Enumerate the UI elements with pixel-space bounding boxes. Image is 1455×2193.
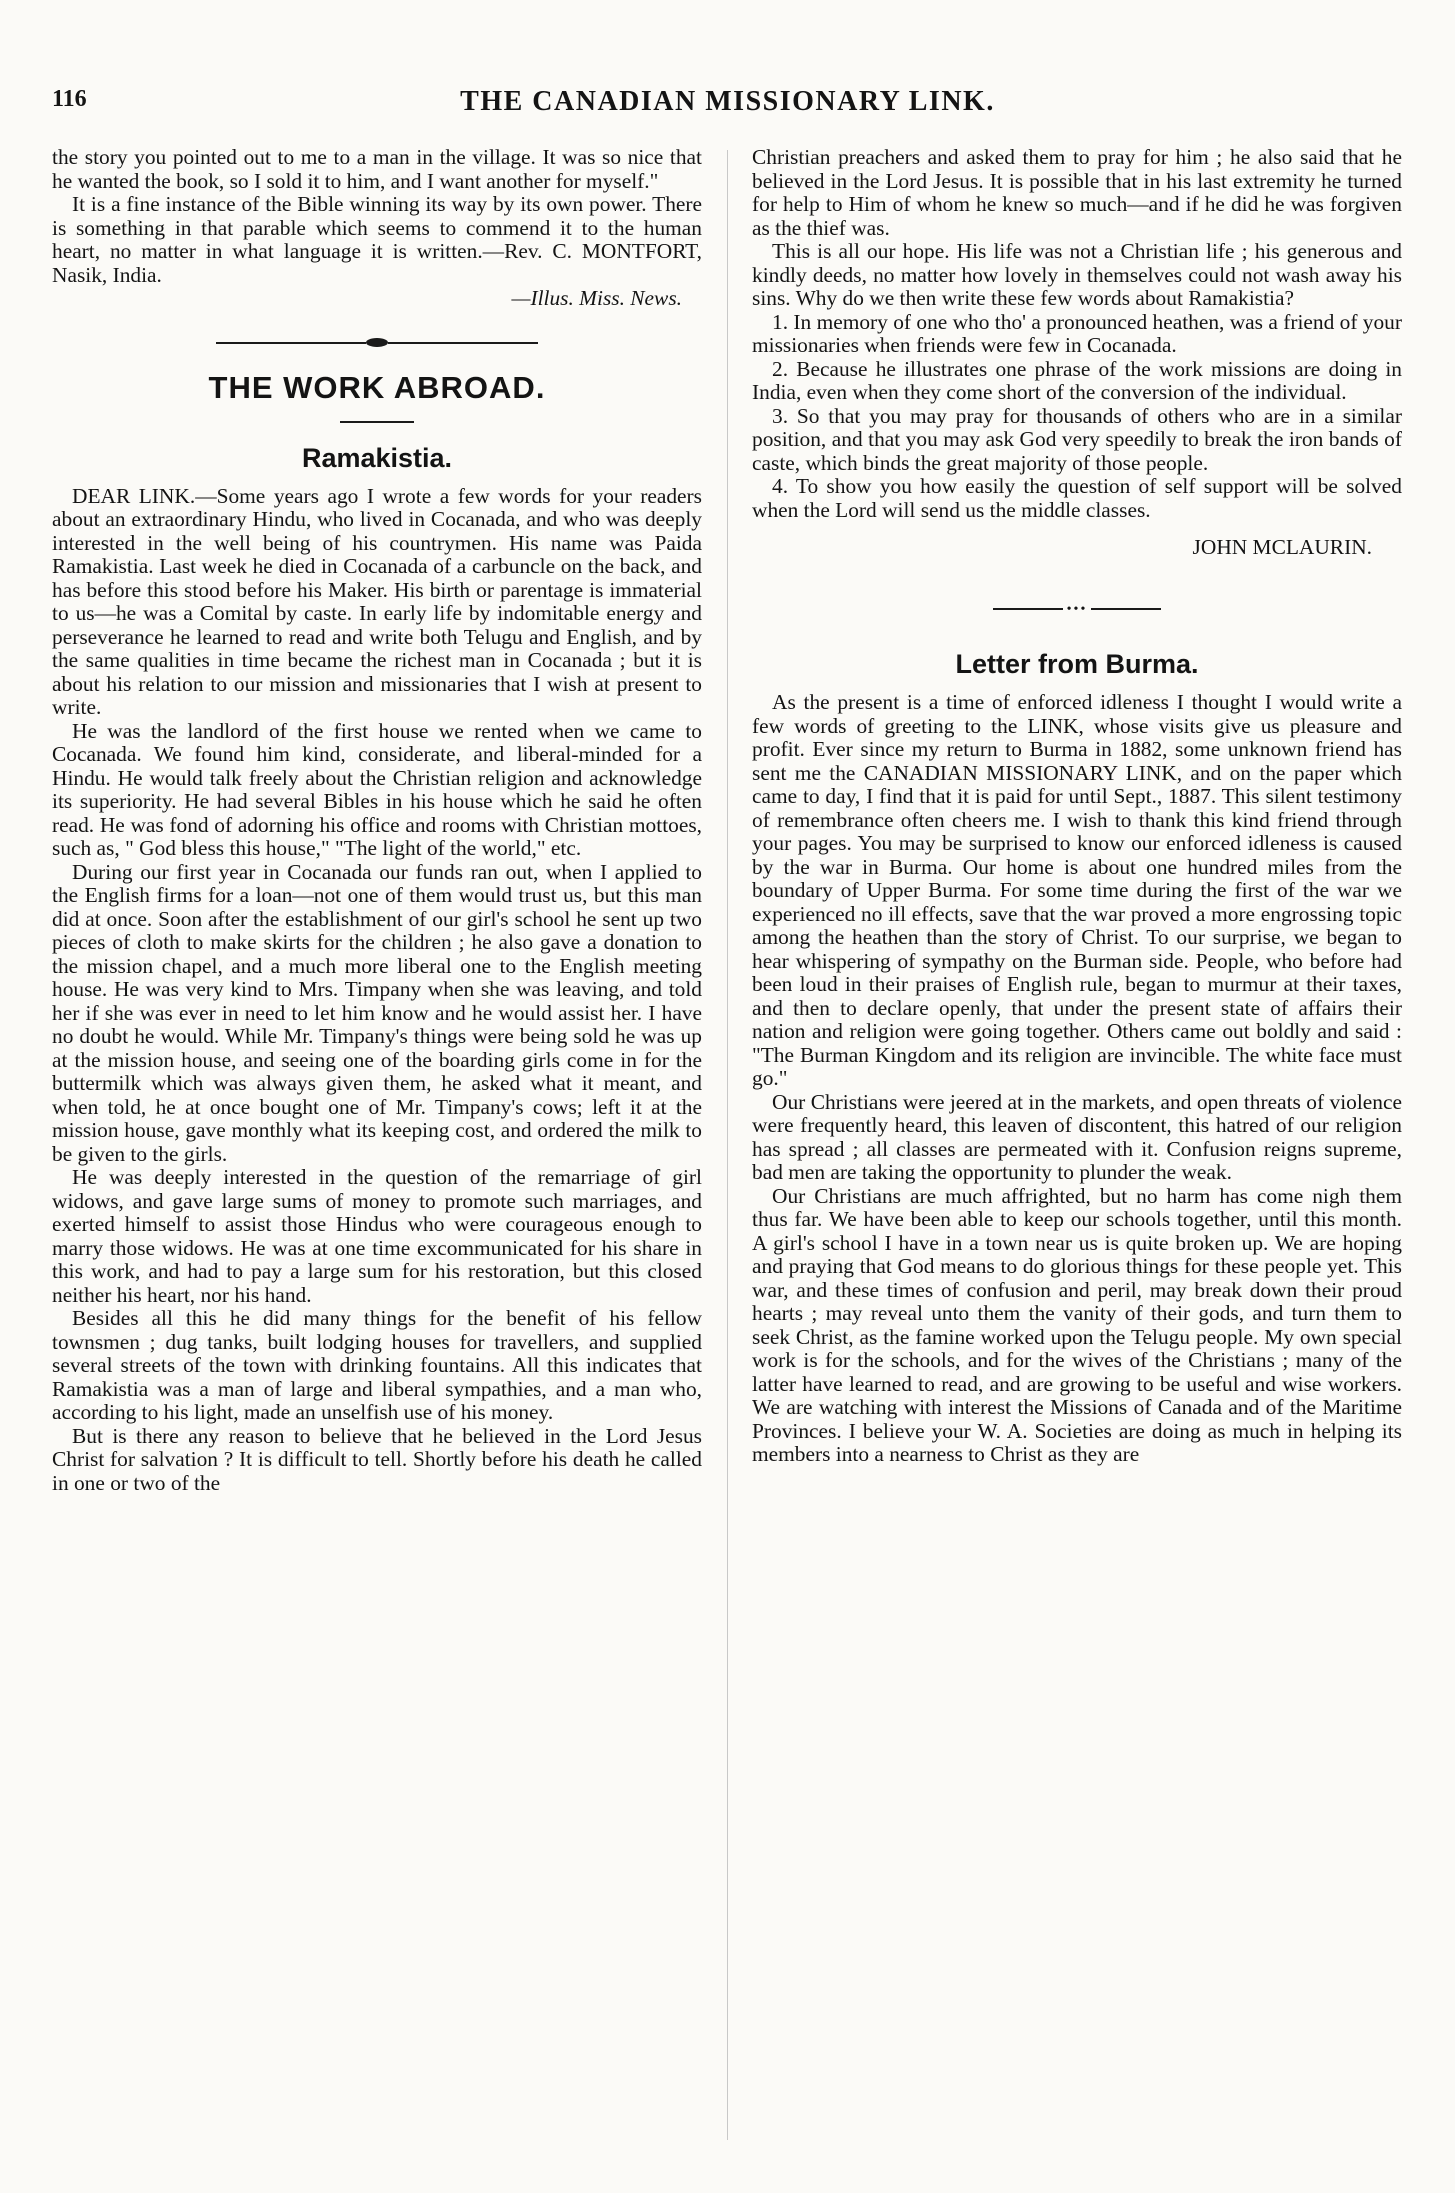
left-column <box>52 146 702 1495</box>
page-number: 116 <box>52 86 87 112</box>
salutation: DEAR LINK. <box>72 483 196 508</box>
page-header <box>52 86 1403 126</box>
intro-paragraph-1: the story you pointed out to me to a man in the village. It was so nice that he wanted the book, so I sold it to him, and I want another for myself." <box>52 145 702 193</box>
ramakistia-paragraph-6: But is there any reason to believe that he believed in the Lord Jesus Christ for salvation ? It is difficult to tell. Shortly before his death he called in one or two of the <box>52 1423 702 1495</box>
ramakistia-paragraph-5: Besides all this he did many things for the benefit of his fellow townsmen ; dug tanks, built lodging houses for travellers, and supplied several streets of the town with drinking fountains. All this indicates that Ramakistia was a man of large and liberal sympathies, and a man who, according to his light, made an unselfish use of his money. <box>52 1306 702 1424</box>
dotted-separator-line <box>993 608 1063 610</box>
signature: JOHN MCLAURIN. <box>1192 535 1372 559</box>
ornamental-rule-line <box>388 342 538 344</box>
ramakistia-reason-3: 3. So that you may pray for thousands of others who are in a similar position, and that you may ask God very speedily to break the iron bands of caste, which binds the great majority of those people. <box>752 403 1402 475</box>
ramakistia-continuation-1: Christian preachers and asked them to pray for him ; he also said that he believed in the Lord Jesus. It is possible that in his last extremity he turned for help to Him of whom he knew so much—and if he did he was forgiven as the thief was. <box>752 145 1402 240</box>
column-divider <box>727 150 728 2140</box>
ornamental-rule-center <box>366 338 388 347</box>
ramakistia-paragraph-1 <box>52 485 702 720</box>
ramakistia-reason-1: 1. In memory of one who tho' a pronounced heathen, was a friend of your missionaries when friends were few in Cocanada. <box>752 309 1402 357</box>
dotted-separator-center: ••• <box>1066 601 1088 617</box>
burma-paragraph-2: Our Christians were jeered at in the markets, and open threats of violence were frequently heard, this leaven of discontent, this hatred of our religion has spread ; all classes are permeated with it. Confusion reigns supreme, bad men are taking the opportunity to plunder the weak. <box>752 1089 1402 1184</box>
burma-paragraph-3: Our Christians are much affrighted, but no harm has come nigh them thus far. We have been able to keep our schools together, until this month. A girl's school I have in a town near us is quite broken up. We are hoping and praying that God means to do glorious things for these people yet. This war, and these times of confusion and peril, may break down their proud hearts ; may reveal unto them the vanity of their gods, and turn them to seek Christ, as the famine worked upon the Telugu people. My own special work is for the schools, and for the wives of the Christians ; many of the latter have learned to read, and are growing to be useful and wise workers. We are watching with interest the Missions of Canada and of the Maritime Provinces. I believe your W. A. Societies are doing as much in helping its members into a nearness to Christ as they are <box>752 1183 1402 1466</box>
ramakistia-paragraph-4: He was deeply interested in the question of the remarriage of girl widows, and gave large sums of money to promote such marriages, and exerted himself to assist those Hindus who were courageous enough to marry those widows. He was at one time excommunicated for his share in this work, and had to pay a large sum for his restoration, but this closed neither his heart, nor his hand. <box>52 1165 702 1307</box>
journal-title: THE CANADIAN MISSIONARY LINK. <box>460 86 995 117</box>
ramakistia-reason-4: 4. To show you how easily the question of self support will be solved when the Lord will send us the middle classes. <box>752 474 1402 522</box>
intro-paragraph-2-text: It is a fine instance of the Bible winning its way by its own power. There is something in that parable which seems to commend it to the human heart, no matter in what language it is written.—Rev. C. MONTFORT, Nasik, India. <box>52 192 702 287</box>
article-title-ramakistia: Ramakistia. <box>301 442 453 473</box>
right-column <box>752 146 1402 1467</box>
dotted-separator <box>752 598 1402 622</box>
section-title: THE WORK ABROAD. <box>208 369 546 405</box>
ramakistia-continuation-2: This is all our hope. His life was not a Christian life ; his generous and kindly deeds, no matter how lovely in themselves could not wash away his sins. Why do we then write these few words about Ramakistia? <box>752 239 1402 310</box>
intro-credit: —Illus. Miss. News. <box>511 286 682 310</box>
intro-paragraph-2 <box>52 193 702 287</box>
article-title-burma: Letter from Burma. <box>955 649 1199 679</box>
ornamental-rule-line <box>216 342 366 344</box>
ramakistia-reason-2: 2. Because he illustrates one phrase of the work missions are doing in India, even when they come short of the conversion of the individual. <box>752 356 1402 404</box>
ramakistia-paragraph-2: He was the landlord of the first house we rented when we came to Cocanada. We found him kind, considerate, and liberal-minded for a Hindu. He would talk freely about the Christian religion and acknowledge its superiority. He had several Bibles in his house which he said he often read. He was fond of adorning his office and rooms with Christian mottoes, such as, " God bless this house," "The light of the world," etc. <box>52 718 702 860</box>
dotted-separator-line <box>1091 608 1161 610</box>
ramakistia-paragraph-1-text: —Some years ago I wrote a few words for your readers about an extraordinary Hindu, who lived in Cocanada, and who was deeply interested in the well being of his countrymen. His name was Paida Ramakistia. Last week he died in Cocanada of a carbuncle on the back, and has before this stood before his Maker. His birth or parentage is immaterial to us—he was a Comital by caste. In early life by indomitable energy and perseverance he learned to read and write both Telugu and English, and by the same qualities in time became the richest man in Cocanada ; but it is about his relation to our mission and missionaries that I wish at present to write. <box>52 483 703 719</box>
ornamental-rule <box>52 337 702 349</box>
section-rule <box>340 421 414 423</box>
burma-paragraph-1: As the present is a time of enforced idleness I thought I would write a few words of greeting to the LINK, whose visits give us pleasure and profit. Ever since my return to Burma in 1882, some unknown friend has sent me the CANADIAN MISSIONARY LINK, and on the paper which came to day, I find that it is paid for until Sept., 1887. This silent testimony of remembrance often cheers me. I wish to thank this kind friend through your pages. You may be surprised to know our enforced idleness is caused by the war in Burma. Our home is about one hundred miles from the boundary of Upper Burma. For some time during the first of the war we experienced no ill effects, save that the war proved a more engrossing topic among the heathen than the story of Christ. To our surprise, we began to hear whispering of sympathy on the Burman side. People, who before had been loud in their praises of English rule, began to murmur at their taxes, and then to declare openly, that under the present state of affairs their nation and religion were going together. Others came out boldly and said : "The Burman Kingdom and its religion are invincible. The white face must go." <box>752 690 1402 1090</box>
ramakistia-paragraph-3: During our first year in Cocanada our funds ran out, when I applied to the English firms for a loan—not one of them would trust us, but this man did at once. Soon after the establishment of our girl's school he sent up two pieces of cloth to make skirts for the children ; he also gave a donation to the mission chapel, and a much more liberal one to the English meeting house. He was very kind to Mrs. Timpany when she was leaving, and told her if she was ever in need to let him know and he would assist her. I have no doubt he would. While Mr. Timpany's things were being sold he was up at the mission house, and seeing one of the boarding girls come in for the buttermilk which was always given them, he asked what it meant, and when told, he at once bought one of Mr. Timpany's cows; left it at the mission house, gave monthly what its keeping cost, and ordered the milk to be given to the girls. <box>52 859 702 1166</box>
